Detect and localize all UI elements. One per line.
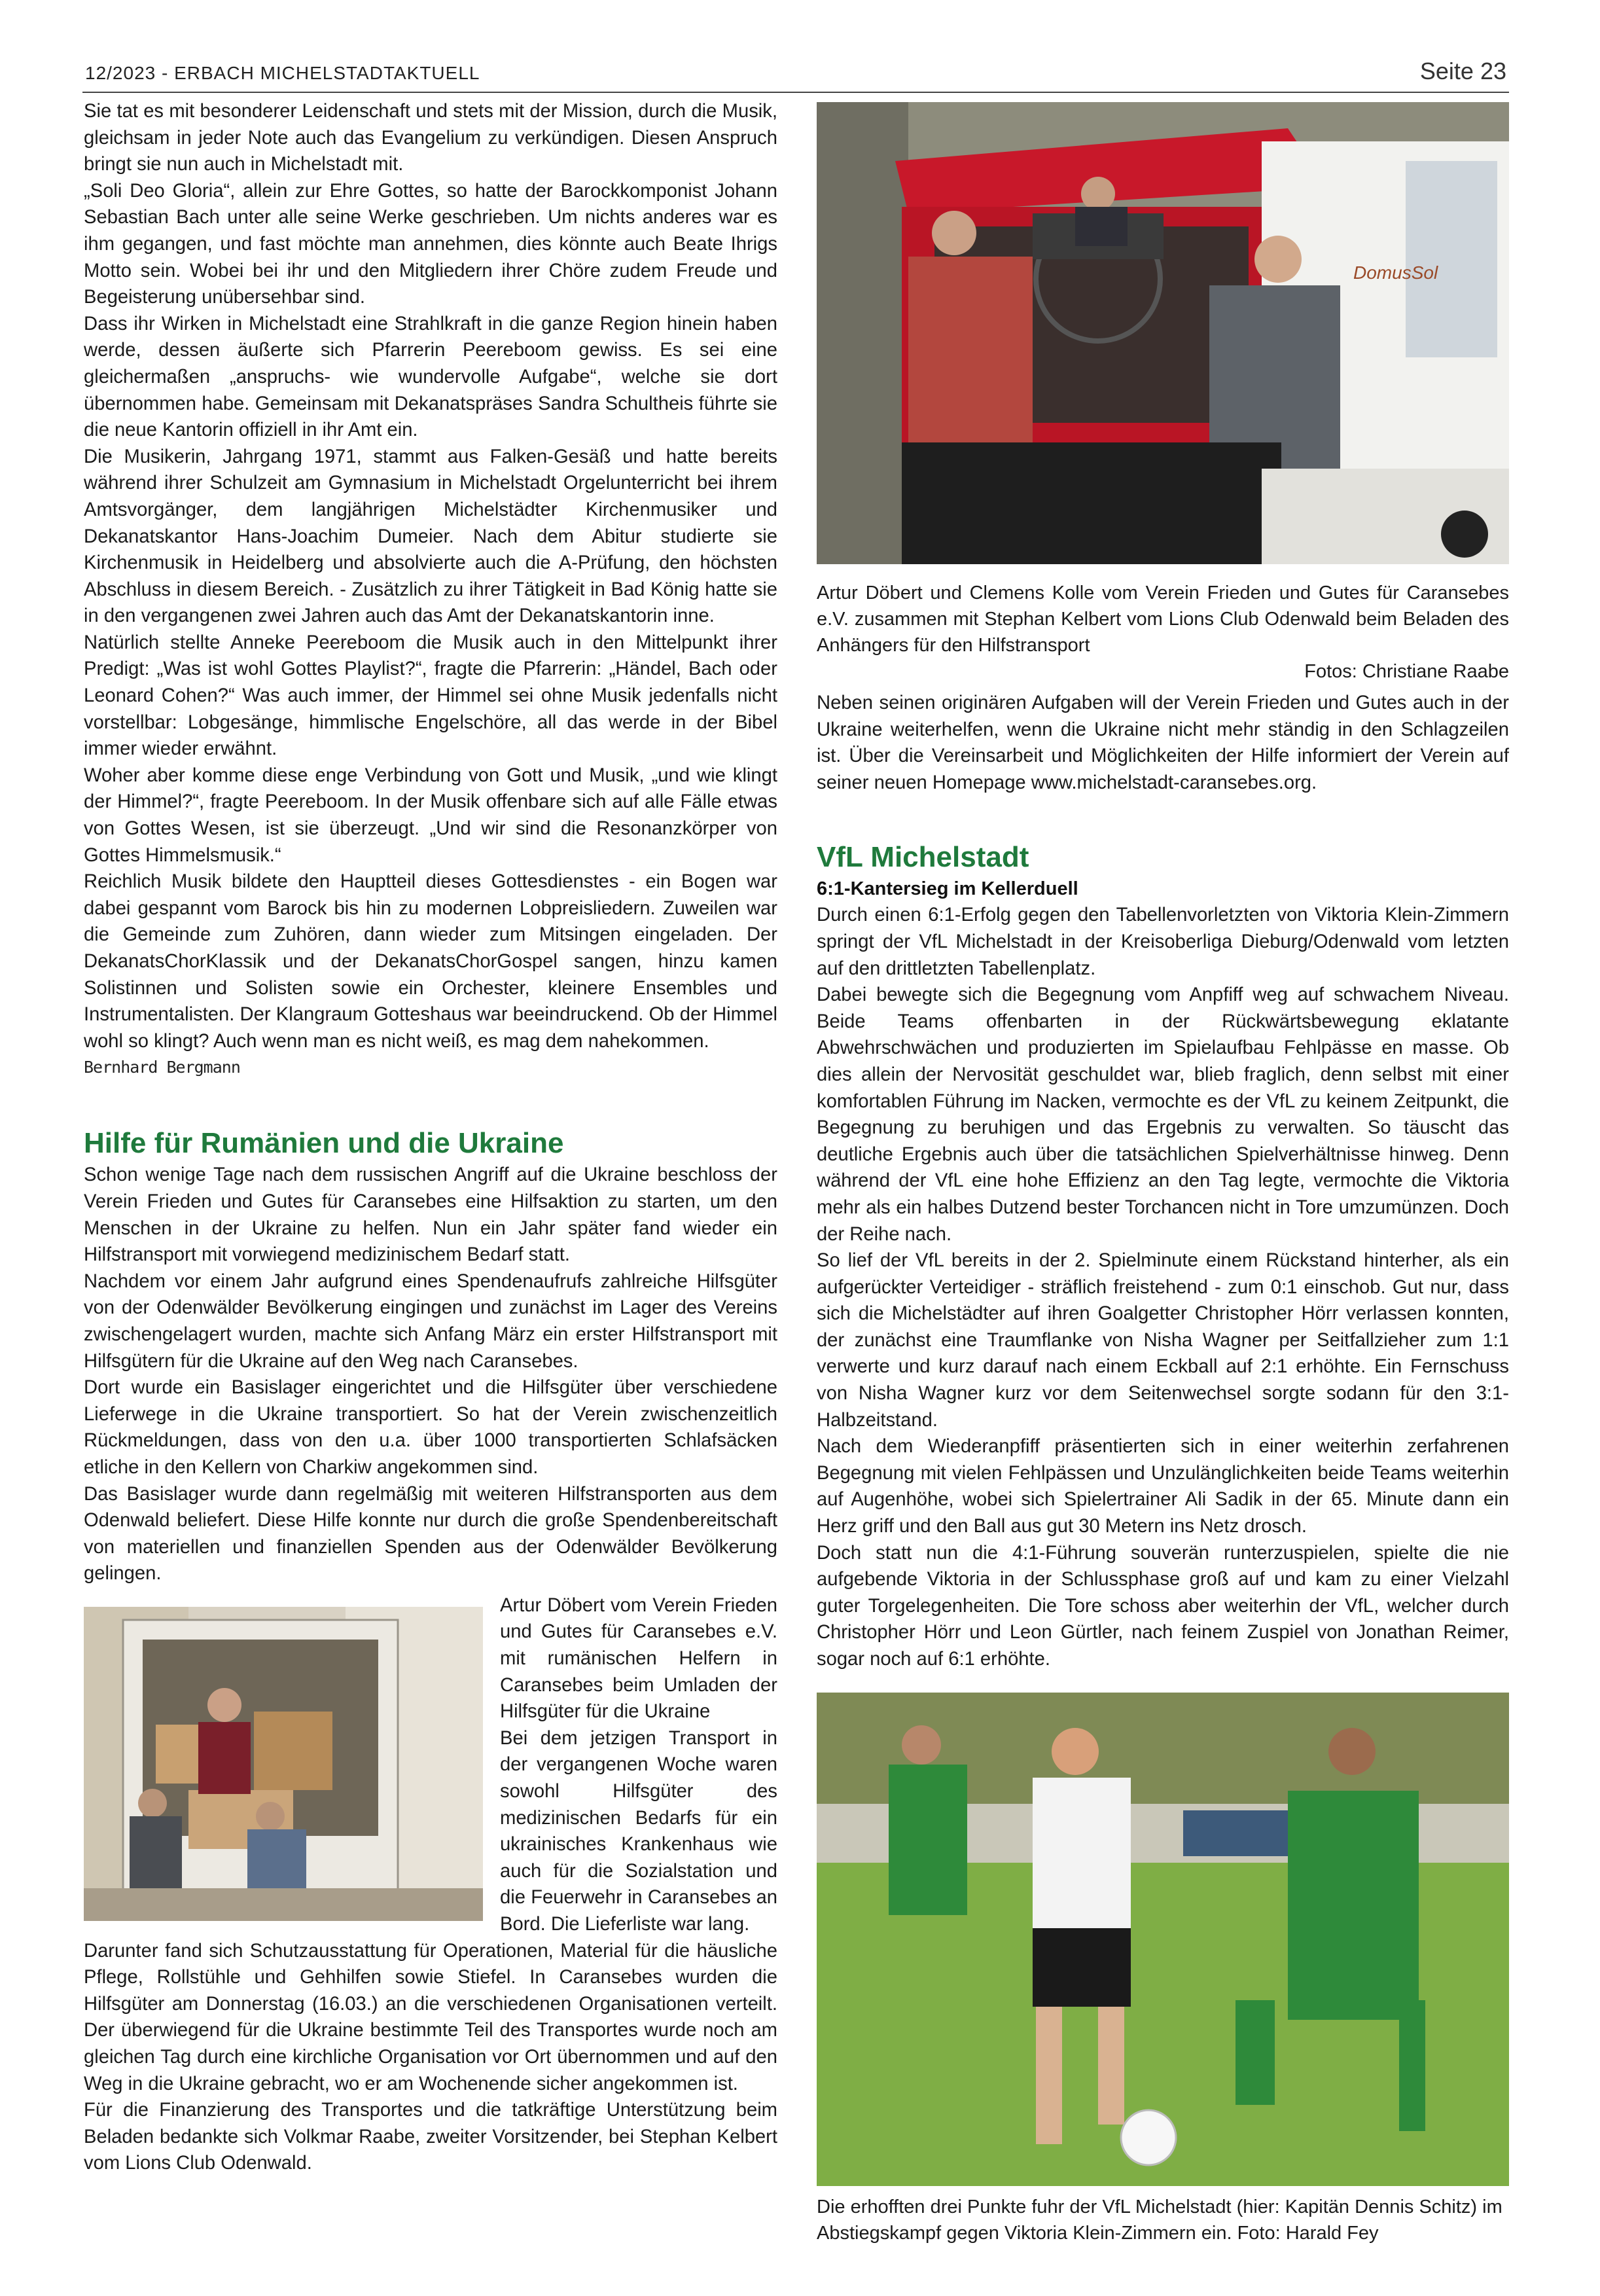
paragraph: Dabei bewegte sich die Begegnung vom Anpfiff weg auf schwachem Niveau. Beide Teams offenbarten in der Rückwärtsbewegung eklatante Abwehrschwächen und produzierten im Spielaufbau Fehlpässe en masse. Ob dies allein der Nervosität geschuldet war, blieb fraglich, denn selbst mit einer komfortablen Führung im Nacken, vermochte es der VfL zu keinem Zeitpunkt, die Begegnung zu beruhigen und das Ergebnis zu verwalten. So täuscht das deutliche Ergebnis auch über die tatsächlichen Spielverhältnisse hinweg. Denn während der VfL eine hohe Effizienz an den Tag legte, vermochte die Viktoria mehr als ein halbes Dutzend bester Torchancen nicht in Tore umzumünzen. Doch der Reihe nach. [817, 984, 1509, 1245]
paragraph: Woher aber komme diese enge Verbindung von Gott und Musik, „und wie klingt der Himmel?“, fragte Peereboom. In der Musik offenbare sich auf alle Fälle etwas von Gottes Wesen, ist sie überzeugt. „Und wir sind die Resonanzkörper von Gottes Himmelsmusik.“ [84, 764, 777, 866]
page-header [82, 58, 1509, 93]
paragraph: Die Musikerin, Jahrgang 1971, stammt aus Falken-Gesäß und hatte bereits während ihrer Schulzeit am Gymnasium in Michelstadt Orgelunterricht bei ihrem Amtsvorgänger, dem langjährigen Michelstädter Kirchenmusiker und Dekanatskantor Hans-Joachim Dumeier. Nach dem Abitur studierte sie Kirchenmusik in Heidelberg und absolvierte auch die A-Prüfung, den höchsten Abschluss in diesem Bereich. - Zusätzlich zu ihrer Tätigkeit in Bad König hatte sie in den vergangenen zwei Jahren auch das Amt der Dekanatskantorin inne. [84, 446, 777, 627]
paragraph: Durch einen 6:1-Erfolg gegen den Tabellenvorletzten von Viktoria Klein-Zimmern springt der VfL Michelstadt in der Kreisoberliga Dieburg/Odenwald vom letzten auf den drittletzten Tabellenplatz. [817, 905, 1509, 979]
paragraph: Doch statt nun die 4:1-Führung souverän runterzuspielen, spielte die nie aufgebende Viktoria in der Schlussphase groß auf und kam zu einer Vielzahl guter Torgelegenheiten. Die Tore schoss aber weiterhin der VfL, welcher durch Christopher Hörr und Leon Gürtler, nach feinem Zuspiel von Jonathan Reimer, sogar noch auf 6:1 erhöhte. [817, 1542, 1509, 1670]
vfl-article [817, 839, 1509, 2246]
van-unloading-photo [84, 1607, 483, 1921]
photo-caption: Die erhofften drei Punkte fuhr der VfL Michelstadt (hier: Kapitän Dennis Schitz) im Abstiegskampf gegen Viktoria Klein-Zimmern ein. Foto: Harald Fey [817, 2196, 1502, 2244]
paragraph: Nachdem vor einem Jahr aufgrund eines Spendenaufrufs zahlreiche Hilfsgüter von der Odenwälder Bevölkerung eingingen und zunächst im Lager des Vereins zwischengelagert wurden, machte sich Anfang März ein erster Hilfstransport mit Hilfsgütern für die Ukraine auf den Weg nach Caransebes. [84, 1270, 777, 1372]
paragraph: Neben seinen originären Aufgaben will der Verein Frieden und Gutes auch in der Ukraine weiterhelfen, wenn die Ukraine nicht mehr ständig in den Schlagzeilen ist. Über die Vereinsarbeit und Möglichkeiten der Hilfe informiert der Verein auf seiner neuen Homepage www.michelstadt-caransebes.org. [817, 692, 1509, 793]
paragraph: Bei dem jetzigen Transport in der vergangenen Woche waren sowohl Hilfsgüter des medizinischen Bedarfs für ein ukrainisches Krankenhaus wie auch für die Sozialstation und die Feuerwehr in Caransebes an Bord. Die Lieferliste war lang. [500, 1727, 777, 1935]
paragraph: So lief der VfL bereits in der 2. Spielminute einem Rückstand hinterher, als ein aufgerückter Verteidiger - sträflich freistehend - zum 0:1 einschob. Gut nur, dass sich die Michelstädter auf ihren Goalgetter Christopher Hörr verlassen konnten, der zunächst eine Traumflanke von Nisha Wagner per Seitfallzieher zum 1:1 verwerte und kurz darauf nach einem Eckball auf 2:1 erhöhte. Ein Fernschuss von Nisha Wagner kurz vor dem Seitenwechsel sorgte sodann für den 3:1-Halbzeitstand. [817, 1250, 1509, 1431]
byline: Bernhard Bergmann [84, 1058, 240, 1077]
paragraph: Schon wenige Tage nach dem russischen Angriff auf die Ukraine beschloss der Verein Frieden und Gutes für Caransebes eine Hilfsaktion zu starten, um den Menschen in der Ukraine zu helfen. Nun ein Jahr später fand wieder ein Hilfstransport mit vorwiegend medizinischem Bedarf statt. [84, 1164, 777, 1266]
bergmann-article [84, 98, 777, 1079]
trailer-loading-photo [817, 102, 1509, 564]
football-photo [817, 1693, 1509, 2186]
paragraph: Dass ihr Wirken in Michelstadt eine Strahlkraft in die ganze Region hinein haben werde, dessen äußerte sich Pfarrerin Peereboom gewiss. Es sei eine gleichermaßen „anspruchs- wie wundervolle Aufgabe“, welche sie dort übernommen habe. Gemeinsam mit Dekanatspräses Sandra Schultheis führte sie die neue Kantorin offiziell in ihr Amt ein. [84, 313, 777, 441]
paragraph: Darunter fand sich Schutzausstattung für Operationen, Material für die häusliche Pflege, Rollstühle und Gehhilfen sowie Stiefel. In Caransebes wurden die Hilfsgüter am Donnerstag (16.03.) an die verschiedenen Organisationen verteilt. Der überwiegend für die Ukraine bestimmte Teil des Transportes wurde noch am gleichen Tag durch eine kirchliche Organisation vor Ort übernommen und auf den Weg in die Ukraine gebracht, wo er am Wochenende sicher angekommen ist. [84, 1940, 777, 2094]
photo-caption: Artur Döbert und Clemens Kolle vom Verein Frieden und Gutes für Caransebes e.V. zusammen mit Stephan Kelbert vom Lions Club Odenwald beim Beladen des Anhängers für den Hilfstransport [817, 583, 1509, 656]
paragraph: Sie tat es mit besonderer Leidenschaft und stets mit der Mission, durch die Musik, gleichsam in jeder Note auch das Evangelium zu verkündigen. Diesen Anspruch bringt sie nun auch in Michelstadt mit. [84, 101, 777, 175]
article-subheadline: 6:1-Kantersieg im Kellerduell [817, 878, 1078, 900]
article-headline: Hilfe für Rumänien und die Ukraine [84, 1127, 564, 1160]
van-logo: DomusSol [1353, 262, 1438, 283]
paragraph: Dort wurde ein Basislager eingerichtet und die Hilfsgüter über verschiedene Lieferwege in die Ukraine transportiert. So hat der Verein zwischenzeitlich Rückmeldungen, dass von den u.a. über 1000 transportierten Schlafsäcken etliche in den Kellern von Charkiw angekommen sind. [84, 1377, 777, 1478]
photo-credit: Fotos: Christiane Raabe [1304, 661, 1509, 682]
hilfe-article [84, 1125, 777, 2177]
photo-caption: Artur Döbert vom Verein Frieden und Gutes für Caransebes e.V. mit rumänischen Helfern in Caransebes beim Umladen der Hilfsgüter für die Ukraine [500, 1594, 777, 1723]
paragraph: „Soli Deo Gloria“, allein zur Ehre Gottes, so hatte der Barockkomponist Johann Sebastian Bach unter alle seine Werke geschrieben. Um nichts anderes war es ihm gegangen, und fast möchte man annehmen, dies könnte auch Beate Ihrigs Motto sein. Wobei bei ihr und den Mitgliedern ihrer Chöre zudem Freude und Begeisterung unübersehbar sind. [84, 180, 777, 308]
issue-label: 12/2023 - ERBACH MICHELSTADTAKTUELL [85, 63, 480, 83]
photo-caption-column [500, 1592, 777, 1938]
paragraph: Für die Finanzierung des Transportes und die tatkräftige Unterstützung beim Beladen bedankte sich Volkmar Raabe, zweiter Vorsitzender, bei Stephan Kelbert vom Lions Club Odenwald. [84, 2100, 777, 2174]
page-number: Seite 23 [1419, 58, 1506, 84]
paragraph: Das Basislager wurde dann regelmäßig mit weiteren Hilfstransporten aus dem Odenwald beliefert. Diese Hilfe konnte nur durch die große Spendenbereitschaft von materiellen und finanziellen Spenden aus der Odenwälder Bevölkerung gelingen. [84, 1483, 777, 1585]
paragraph: Nach dem Wiederanpfiff präsentierten sich in einer weiterhin zerfahrenen Begegnung mit vielen Fehlpässen und Unzulänglichkeiten beide Teams weiterhin auf Augenhöhe, wobei sich Spielertrainer Ali Sadik in der 65. Minute dann ein Herz griff und den Ball aus gut 30 Metern ins Netz drosch. [817, 1436, 1509, 1537]
left-column [84, 98, 777, 2177]
paragraph: Natürlich stellte Anneke Peereboom die Musik auch in den Mittelpunkt ihrer Predigt: „Was ist wohl Gottes Playlist?“, fragte die Pfarrerin: „Händel, Bach oder Leonard Cohen?“ Was auch immer, der Himmel sei ohne Musik jedenfalls nicht vorstellbar: Lobgesänge, himmlische Engelschöre, all das werde in der Bibel immer wieder erwähnt. [84, 632, 777, 760]
article-headline: VfL Michelstadt [817, 841, 1029, 874]
photo-block [84, 1592, 777, 1938]
paragraph: Reichlich Musik bildete den Hauptteil dieses Gottesdienstes - ein Bogen war dabei gespannt vom Barock bis hin zu modernen Lobpreisliedern. Zuweilen war die Gemeinde zum Zuhören, dann wieder zum Mitsingen eingeladen. Der DekanatsChorKlassik und der DekanatsChorGospel sangen, hinzu kamen Solistinnen und Solisten sowie ein Orchester, kleinere Ensembles und Instrumentalisten. Der Klangraum Gotteshaus war beeindruckend. Ob der Himmel wohl so klingt? Auch wenn man es nicht weiß, es mag dem nahekommen. [84, 871, 777, 1052]
right-column [817, 98, 1509, 2246]
